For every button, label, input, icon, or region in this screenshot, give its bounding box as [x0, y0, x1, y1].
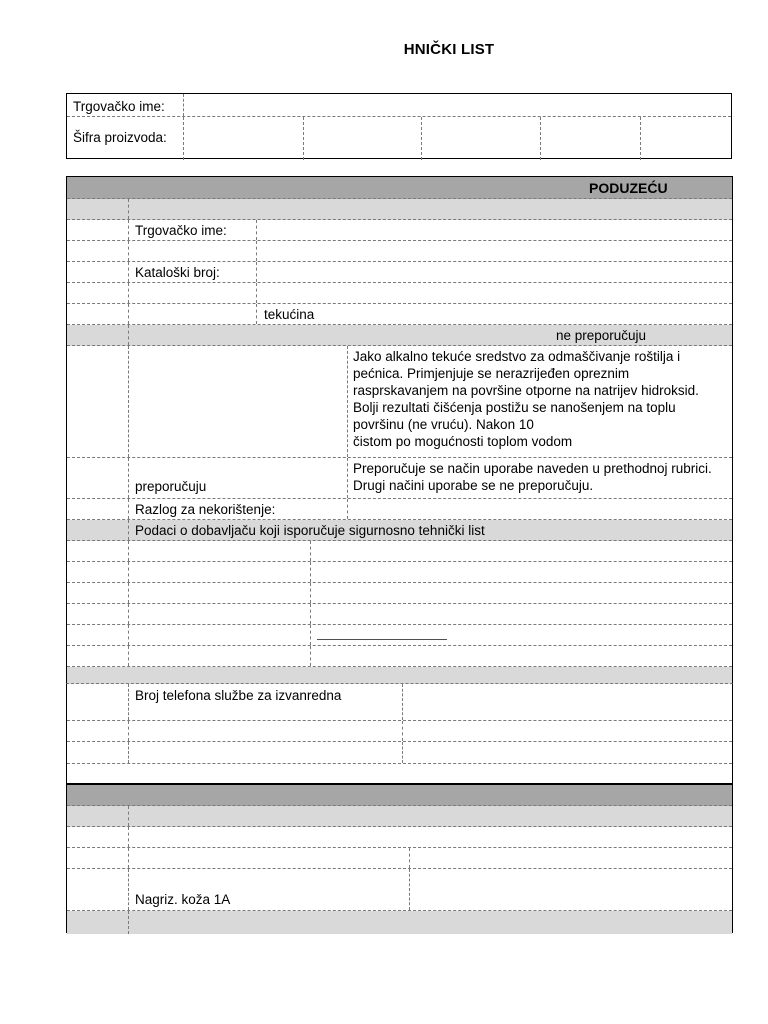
table-row — [67, 458, 732, 499]
table-row — [67, 721, 732, 742]
table-row — [67, 625, 732, 646]
product-code-label: Šifra proizvoda: — [73, 130, 167, 145]
use-description: Jako alkalno tekuće sredstvo za odmaščivanje roštilja i pećnica. Primjenjuje se nerazrijeđen opreznim rasprskavanjem na površine otporne na natrijev hidroksid. Bolji rezultati čišćenja postižu se nanošenjem na toplu površinu (ne vruću). Nakon 10 čistom po mogućnosti toplom vodom — [353, 349, 699, 449]
table-row — [67, 262, 732, 283]
table-row — [67, 869, 732, 911]
table-row — [67, 346, 732, 458]
table-row — [67, 220, 732, 241]
table-row — [67, 667, 732, 684]
emergency-phone-label: Broj telefona službe za izvanredna — [135, 688, 342, 703]
table-row — [67, 499, 732, 520]
table-row — [67, 199, 732, 220]
table-row — [67, 117, 731, 160]
table-row — [67, 764, 732, 785]
table-row — [67, 241, 732, 262]
table-row — [67, 541, 732, 562]
product-header-table — [66, 93, 732, 159]
reason-label: Razlog za nekorištenje: — [135, 502, 276, 517]
table-row — [67, 742, 732, 764]
section2-table — [66, 784, 733, 933]
table-row — [67, 684, 732, 721]
table-row — [67, 827, 732, 848]
table-row — [67, 911, 732, 934]
section1-table — [66, 176, 733, 683]
table-row — [67, 304, 732, 325]
trade-name-label-2: Trgovačko ime: — [135, 223, 227, 238]
table-row — [67, 806, 732, 827]
not-recommended-header: ne preporučuju — [556, 328, 647, 343]
recommended-label: preporučuju — [135, 479, 207, 494]
table-row — [67, 325, 732, 346]
emergency-table — [66, 683, 733, 784]
section-heading-row — [67, 177, 732, 199]
table-row — [67, 94, 731, 117]
section-heading-row — [67, 785, 732, 806]
trade-name-label: Trgovačko ime: — [73, 99, 165, 114]
catalog-number-label: Kataloški broj: — [135, 265, 220, 280]
table-row — [67, 562, 732, 583]
supplier-header: Podaci o dobavljaču koji isporučuje sigurnosno tehnički list — [135, 523, 485, 538]
form-value: tekućina — [264, 307, 315, 322]
recommended-text: Preporučuje se način uporabe naveden u prethodnoj rubrici. Drugi načini uporabe se ne preporučuju. — [353, 461, 712, 493]
table-row — [67, 520, 732, 541]
table-row — [67, 604, 732, 625]
table-row — [67, 848, 732, 869]
email-link-underline[interactable] — [317, 639, 447, 640]
document-title: HNIČKI LIST — [403, 41, 495, 58]
section-heading: PODUZEĆU — [589, 180, 668, 196]
table-row — [67, 283, 732, 304]
classification-value: Nagriz. koža 1A — [135, 892, 231, 907]
table-row — [67, 646, 732, 667]
table-row — [67, 583, 732, 604]
